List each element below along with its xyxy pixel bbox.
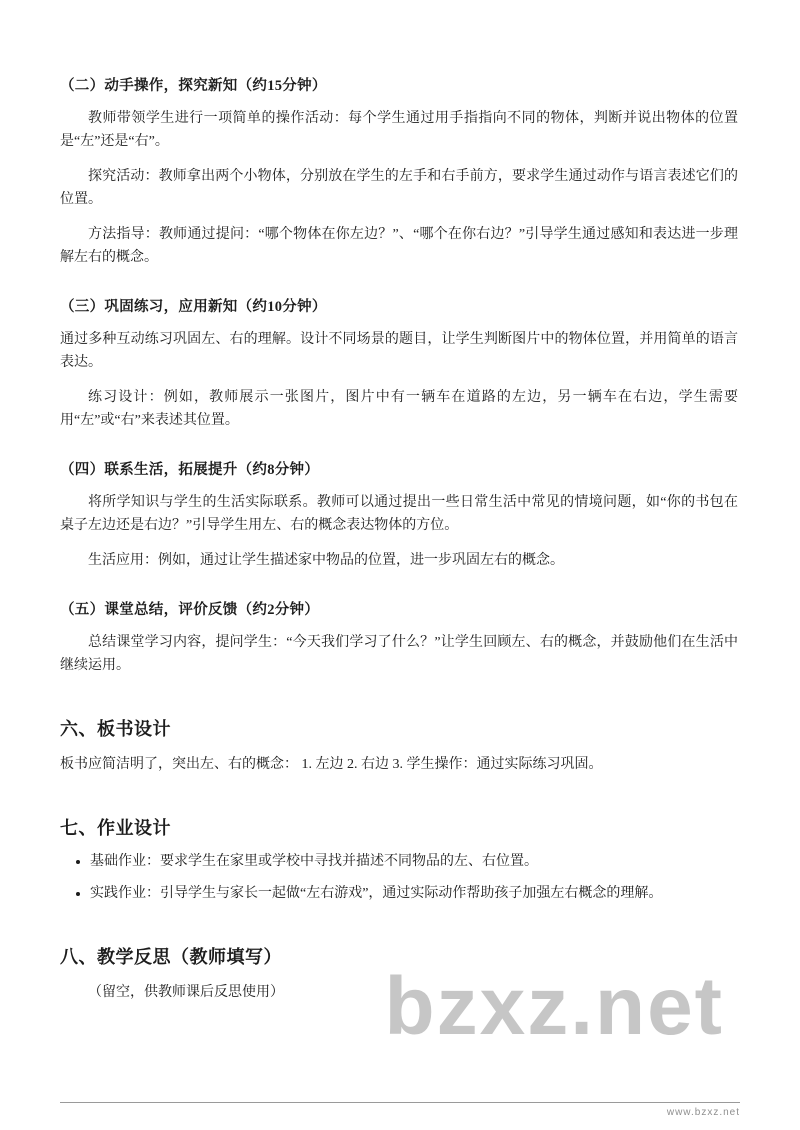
footer-divider	[60, 1102, 740, 1103]
chapter-heading-teaching-reflection: 八、教学反思（教师填写）	[60, 947, 282, 967]
paragraph: 生活应用：例如，通过让学生描述家中物品的位置，进一步巩固左右的概念。	[88, 553, 564, 568]
paragraph: （留空，供教师课后反思使用）	[88, 985, 284, 1000]
chapter-heading-homework-design: 七、作业设计	[60, 818, 171, 838]
section-heading-life-connection: （四）联系生活，拓展提升（约8分钟）	[60, 462, 320, 478]
paragraph: 板书应简洁明了，突出左、右的概念： 1. 左边 2. 右边 3. 学生操作：通过实际练习巩固。	[60, 757, 603, 772]
paragraph: 通过多种互动练习巩固左、右的理解。设计不同场景的题目，让学生判断图片中的物体位置，并用简单的语言表达。	[60, 332, 738, 370]
homework-list	[60, 850, 738, 905]
paragraph: 探究活动：教师拿出两个小物体，分别放在学生的左手和右手前方，要求学生通过动作与语言表述它们的位置。	[60, 169, 738, 207]
paragraph: 方法指导：教师通过提问：“哪个物体在你左边？”、“哪个在你右边？”引导学生通过感知和表达进一步理解左右的概念。	[60, 227, 738, 265]
paragraph: 将所学知识与学生的生活实际联系。教师可以通过提出一些日常生活中常见的情境问题，如“你的书包在桌子左边还是右边？”引导学生用左、右的概念表达物体的方位。	[60, 495, 738, 533]
list-item: • 基础作业：要求学生在家里或学校中寻找并描述不同物品的左、右位置。	[90, 850, 738, 873]
section-heading-practice: （三）巩固练习，应用新知（约10分钟）	[60, 299, 327, 315]
paragraph: 总结课堂学习内容，提问学生：“今天我们学习了什么？”让学生回顾左、右的概念，并鼓励他们在生活中继续运用。	[60, 635, 738, 673]
paragraph: 练习设计：例如，教师展示一张图片，图片中有一辆车在道路的左边，另一辆车在右边，学生需要用“左”或“右”来表述其位置。	[60, 390, 738, 428]
section-heading-hands-on: （二）动手操作，探究新知（约15分钟）	[60, 78, 327, 94]
list-item: • 实践作业：引导学生与家长一起做“左右游戏”，通过实际动作帮助孩子加强左右概念的理解。	[90, 882, 738, 905]
paragraph: 教师带领学生进行一项简单的操作活动：每个学生通过用手指指向不同的物体，判断并说出物体的位置是“左”还是“右”。	[60, 111, 738, 149]
section-heading-summary: （五）课堂总结，评价反馈（约2分钟）	[60, 602, 320, 618]
chapter-heading-board-design: 六、板书设计	[60, 719, 171, 739]
footer-url: www.bzxz.net	[666, 1107, 740, 1118]
watermark: bzxz.net	[384, 961, 724, 1052]
